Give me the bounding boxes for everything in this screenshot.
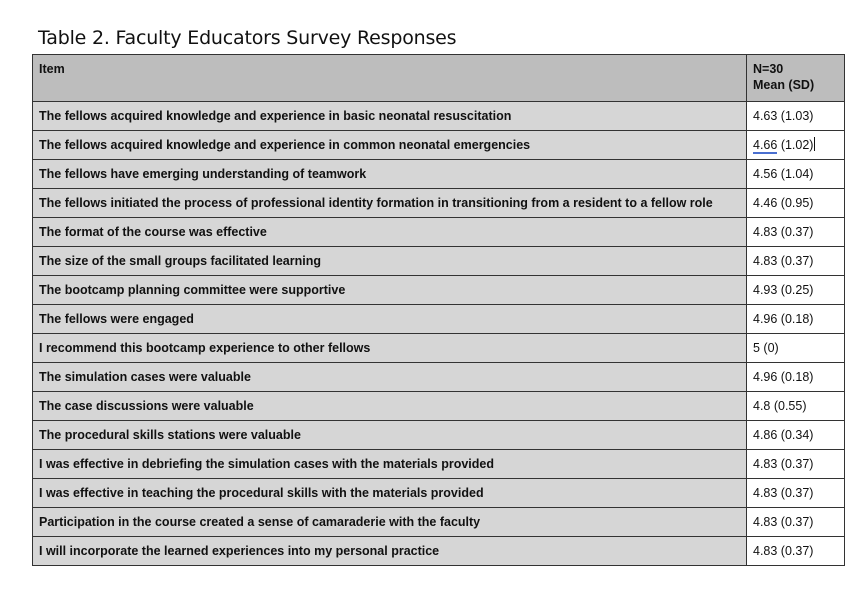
table-row xyxy=(33,537,845,566)
row-mean-sd: 4.63 (1.03) xyxy=(747,102,845,131)
table-row xyxy=(33,160,845,189)
table-header-row xyxy=(33,55,845,102)
survey-table xyxy=(32,54,845,566)
row-item: The simulation cases were valuable xyxy=(33,363,747,392)
row-mean-sd: 4.83 (0.37) xyxy=(747,537,845,566)
value-sd: (1.02) xyxy=(777,138,814,152)
row-mean-sd: 4.83 (0.37) xyxy=(747,450,845,479)
table-row xyxy=(33,276,845,305)
table-title: Table 2. Faculty Educators Survey Responses xyxy=(38,27,457,49)
table-row xyxy=(33,334,845,363)
row-mean-sd: 4.83 (0.37) xyxy=(747,508,845,537)
table-row xyxy=(33,189,845,218)
row-mean-sd: 4.83 (0.37) xyxy=(747,247,845,276)
header-n: N=30 xyxy=(753,62,784,76)
row-item: I recommend this bootcamp experience to other fellows xyxy=(33,334,747,363)
row-item: The size of the small groups facilitated learning xyxy=(33,247,747,276)
table-row xyxy=(33,305,845,334)
row-mean-sd[interactable] xyxy=(747,131,845,160)
row-item: The fellows have emerging understanding of teamwork xyxy=(33,160,747,189)
row-mean-sd: 4.96 (0.18) xyxy=(747,363,845,392)
table-row xyxy=(33,450,845,479)
row-item: The case discussions were valuable xyxy=(33,392,747,421)
row-item: I will incorporate the learned experiences into my personal practice xyxy=(33,537,747,566)
table-row xyxy=(33,508,845,537)
row-mean-sd: 4.8 (0.55) xyxy=(747,392,845,421)
text-cursor xyxy=(814,137,815,151)
header-mean-sd: Mean (SD) xyxy=(753,78,815,92)
row-item: The bootcamp planning committee were supportive xyxy=(33,276,747,305)
row-item: The fellows acquired knowledge and experience in basic neonatal resuscitation xyxy=(33,102,747,131)
row-mean-sd: 4.96 (0.18) xyxy=(747,305,845,334)
row-mean-sd: 4.86 (0.34) xyxy=(747,421,845,450)
row-mean-sd: 4.46 (0.95) xyxy=(747,189,845,218)
table-row xyxy=(33,479,845,508)
row-item: The fellows initiated the process of professional identity formation in transitioning from a resident to a fellow role xyxy=(33,189,747,218)
row-mean-sd: 4.83 (0.37) xyxy=(747,479,845,508)
row-mean-sd: 4.83 (0.37) xyxy=(747,218,845,247)
row-item: I was effective in teaching the procedural skills with the materials provided xyxy=(33,479,747,508)
row-item: The fellows were engaged xyxy=(33,305,747,334)
table-row xyxy=(33,392,845,421)
row-item: The procedural skills stations were valuable xyxy=(33,421,747,450)
row-item: Participation in the course created a sense of camaraderie with the faculty xyxy=(33,508,747,537)
header-item: Item xyxy=(33,55,747,102)
row-item: The format of the course was effective xyxy=(33,218,747,247)
row-item: I was effective in debriefing the simulation cases with the materials provided xyxy=(33,450,747,479)
row-mean-sd: 4.93 (0.25) xyxy=(747,276,845,305)
row-mean-sd: 4.56 (1.04) xyxy=(747,160,845,189)
table-row xyxy=(33,218,845,247)
table-row xyxy=(33,363,845,392)
table-row xyxy=(33,131,845,160)
header-stat xyxy=(747,55,845,102)
table-row xyxy=(33,421,845,450)
table-row xyxy=(33,247,845,276)
table-row xyxy=(33,102,845,131)
value-mean: 4.66 xyxy=(753,138,778,152)
row-item: The fellows acquired knowledge and experience in common neonatal emergencies xyxy=(33,131,747,160)
row-mean-sd: 5 (0) xyxy=(747,334,845,363)
